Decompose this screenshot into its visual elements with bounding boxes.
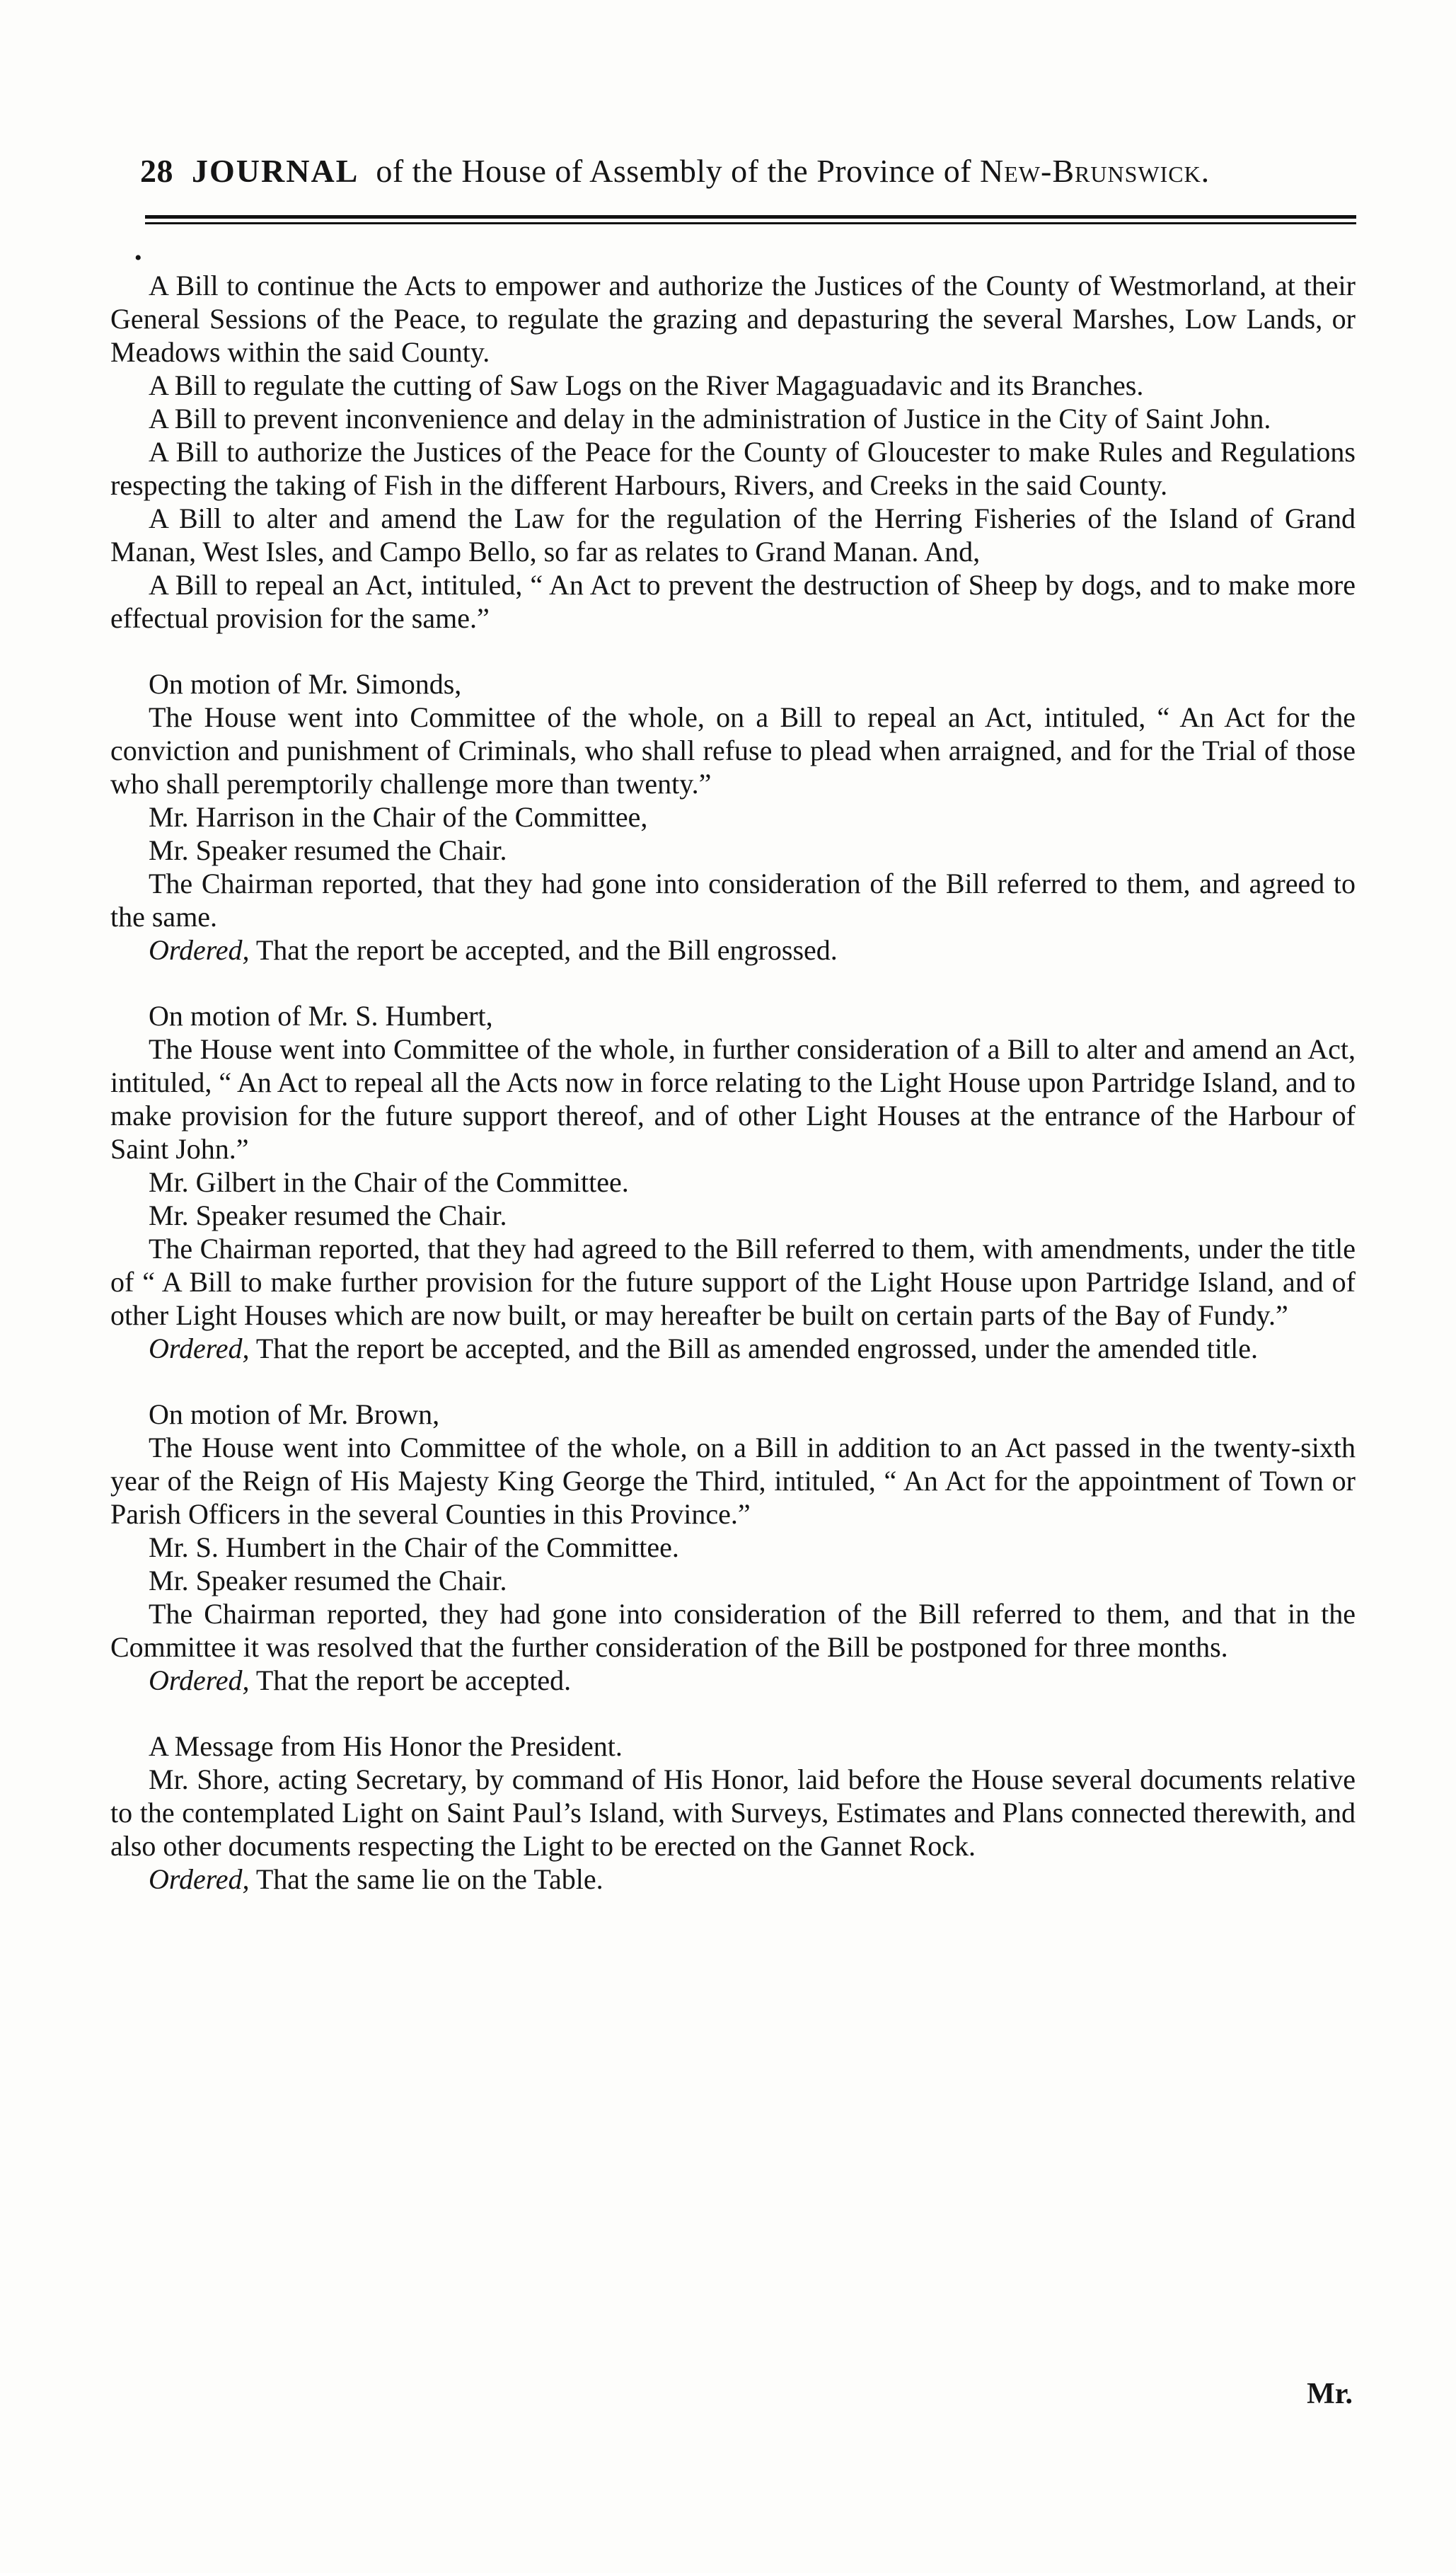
running-header	[140, 151, 1357, 191]
message-text: Mr. Shore, acting Secretary, by command of His Honor, laid before the House several documents relative to the contemplated Light on Saint Paul’s Island, with Surveys, Estimates and Plans connected therewith, and also other documents respecting the Light to be erected on the Gannet Rock.	[110, 1763, 1356, 1862]
report-humbert: The Chairman reported, that they had agreed to the Bill referred to them, with amendments, under the title of “ A Bill to make further provision for the future support of the Light House upon Partridge Island, and of other Light Houses which are now built, or may hereafter be built on certain parts of the Bay of Fundy.”	[110, 1233, 1356, 1331]
committee-simonds: The House went into Committee of the whole, on a Bill to repeal an Act, intituled, “ An Act for the conviction and punishment of Criminals, who shall refuse to plead when arraigned, and for the Trial of those who shall peremptorily challenge more than twenty.”	[110, 701, 1356, 800]
ordered-label: Ordered,	[149, 934, 250, 966]
bill-sheep-dogs: A Bill to repeal an Act, intituled, “ An Act to prevent the destruction of Sheep by dogs, and to make more effectual provision for the same.”	[110, 569, 1356, 634]
bill-herring-fisheries: A Bill to alter and amend the Law for the regulation of the Herring Fisheries of the Island of Grand Manan, West Isles, and Campo Bello, so far as relates to Grand Manan. And,	[110, 502, 1356, 568]
bill-saint-john-justice: A Bill to prevent inconvenience and delay in the administration of Justice in the City of Saint John.	[149, 403, 1271, 434]
ordered-text: That the report be accepted, and the Bill engrossed.	[255, 934, 838, 966]
ordered-label: Ordered,	[149, 1332, 250, 1364]
bill-saw-logs: A Bill to regulate the cutting of Saw Logs on the River Magaguadavic and its Branches.	[149, 369, 1144, 401]
speaker-resumed-brown: Mr. Speaker resumed the Chair.	[149, 1565, 507, 1596]
catchword: Mr.	[1307, 2378, 1353, 2410]
committee-brown: The House went into Committee of the whole, on a Bill in addition to an Act passed in the twenty-sixth year of the Reign of His Majesty King George the Third, intituled, “ An Act for the appointment of Town or Parish Officers in the several Counties in this Province.”	[110, 1432, 1356, 1530]
header-rule-thin	[145, 222, 1356, 224]
header-rule-thick	[145, 215, 1356, 219]
ordered-text: That the same lie on the Table.	[255, 1863, 603, 1895]
chair-brown: Mr. S. Humbert in the Chair of the Committee.	[149, 1531, 679, 1563]
speaker-resumed-simonds: Mr. Speaker resumed the Chair.	[149, 834, 507, 866]
ordered-text: That the report be accepted, and the Bill as amended engrossed, under the amended title.	[255, 1332, 1258, 1364]
committee-humbert: The House went into Committee of the whole, in further consideration of a Bill to alter and amend an Act, intituled, “ An Act to repeal all the Acts now in force relating to the Light House upon Partridge Island, and to make provision for the future support thereof, and of other Light Houses at the entrance of the Harbour of Saint John.”	[110, 1033, 1356, 1165]
section-gap	[110, 635, 1356, 667]
ordered-message	[110, 1863, 1356, 1896]
section-gap	[110, 1365, 1356, 1398]
ordered-text: That the report be accepted.	[255, 1664, 572, 1696]
bill-gloucester-fish: A Bill to authorize the Justices of the Peace for the County of Gloucester to make Rules and Regulations respecting the taking of Fish in the different Harbours, Rivers, and Creeks in the said County.	[110, 436, 1356, 501]
chair-humbert: Mr. Gilbert in the Chair of the Committee.	[149, 1166, 629, 1198]
bill-westmorland: A Bill to continue the Acts to empower and authorize the Justices of the County of Westmorland, at their General Sessions of the Peace, to regulate the grazing and depasturing the several Marshes, Low Lands, or Meadows within the said County.	[110, 270, 1356, 368]
section-gap	[110, 967, 1356, 999]
stray-mark: •	[134, 246, 142, 270]
journal-body	[110, 269, 1356, 1896]
message-heading: A Message from His Honor the President.	[149, 1730, 623, 1762]
motion-humbert: On motion of Mr. S. Humbert,	[149, 1000, 493, 1032]
ordered-brown	[110, 1664, 1356, 1697]
province-name: New-Brunswick.	[980, 153, 1211, 189]
report-simonds: The Chairman reported, that they had gone into consideration of the Bill referred to them, and agreed to the same.	[110, 868, 1356, 933]
motion-simonds: On motion of Mr. Simonds,	[149, 668, 462, 700]
section-gap	[110, 1697, 1356, 1729]
chair-simonds: Mr. Harrison in the Chair of the Committee,	[149, 801, 648, 833]
report-brown: The Chairman reported, they had gone into consideration of the Bill referred to them, and that in the Committee it was resolved that the further consideration of the Bill be postponed for three months.	[110, 1598, 1356, 1663]
ordered-label: Ordered,	[149, 1863, 250, 1895]
journal-title-word: JOURNAL	[192, 153, 359, 189]
page-number: 28	[140, 153, 173, 189]
motion-brown: On motion of Mr. Brown,	[149, 1398, 440, 1430]
ordered-humbert	[110, 1332, 1356, 1365]
speaker-resumed-humbert: Mr. Speaker resumed the Chair.	[149, 1199, 507, 1231]
header-middle-text: of the House of Assembly of the Province of	[376, 153, 972, 189]
ordered-simonds	[110, 933, 1356, 967]
ordered-label: Ordered,	[149, 1664, 250, 1696]
